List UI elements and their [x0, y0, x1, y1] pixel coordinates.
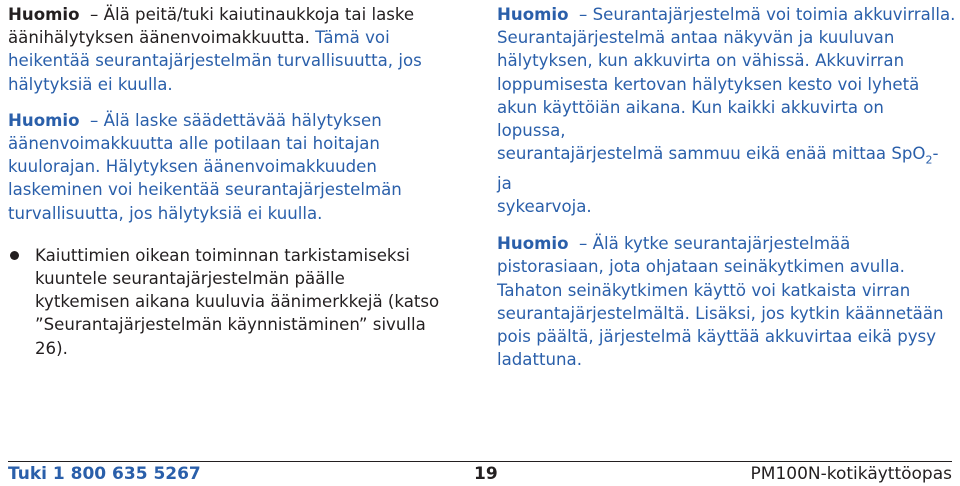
- warning-wall-switch: Huomio – Älä kytke seurantajärjestelmää pistorasiaan, jota ohjataan seinäkytkimen avulla. Tahaton seinäkytkimen käyttö voi katkaista virran seurantajärjestelmältä. Lisäksi, jos kytkin käännetään pois päältä, järjestelmä käyttää akkuvirtaa eikä pysy ladattuna.: [497, 234, 944, 370]
- warning-label: Huomio: [497, 234, 569, 254]
- footer-divider: [8, 461, 952, 462]
- right-column: [497, 3, 957, 371]
- support-phone: Tuki 1 800 635 5267: [8, 464, 201, 484]
- warning-battery: Huomio – Seurantajärjestelmä voi toimia akkuvirralla. Seurantajärjestelmä antaa näkyvän ja kuuluvan hälytyksen, kun akkuvirta on vähissä. Akkuvirran loppumisesta kertovan hälytyksen kesto voi lyhetä akun käyttöiän aikana. Kun kaikki akkuvirta on lopussa, seurantajärjestelmä sammuu eikä enää mittaa SpO$_2$- ja sykearvoja.: [497, 5, 956, 216]
- page-number: 19: [474, 464, 498, 484]
- warning-label: Huomio: [497, 5, 569, 24]
- warning-label: Huomio: [8, 5, 80, 24]
- warning-alarm-volume: Huomio – Älä laske säädettävää hälytyksen äänenvoimakkuutta alle potilaan tai hoitajan kuulorajan. Hälytyksen äänenvoimakkuuden laskeminen voi heikentää seurantajärjestelmän turvallisuutta, jos hälytyksiä ei kuulla.: [8, 110, 402, 223]
- bullet-dot: [10, 251, 19, 260]
- warning-label: Huomio: [8, 110, 80, 130]
- left-column: [8, 3, 458, 360]
- bullet-speaker-check: Kaiuttimien oikean toiminnan tarkistamiseksi kuuntele seurantajärjestelmän päälle kytkemisen aikana kuuluvia äänimerkkejä (katso ”Seurantajärjestelmän käynnistäminen” sivulla 26).: [8, 244, 458, 360]
- manual-title: PM100N-kotikäyttöopas: [750, 464, 952, 484]
- warning-alarm-speaker: Huomio – Älä peitä/tuki kaiutinaukkoja tai laske äänihälytyksen äänenvoimakkuutta. Tämä voi heikentää seurantajärjestelmän turvallisuutta, jos hälytyksiä ei kuulla.: [8, 5, 422, 94]
- page-footer: [8, 461, 952, 485]
